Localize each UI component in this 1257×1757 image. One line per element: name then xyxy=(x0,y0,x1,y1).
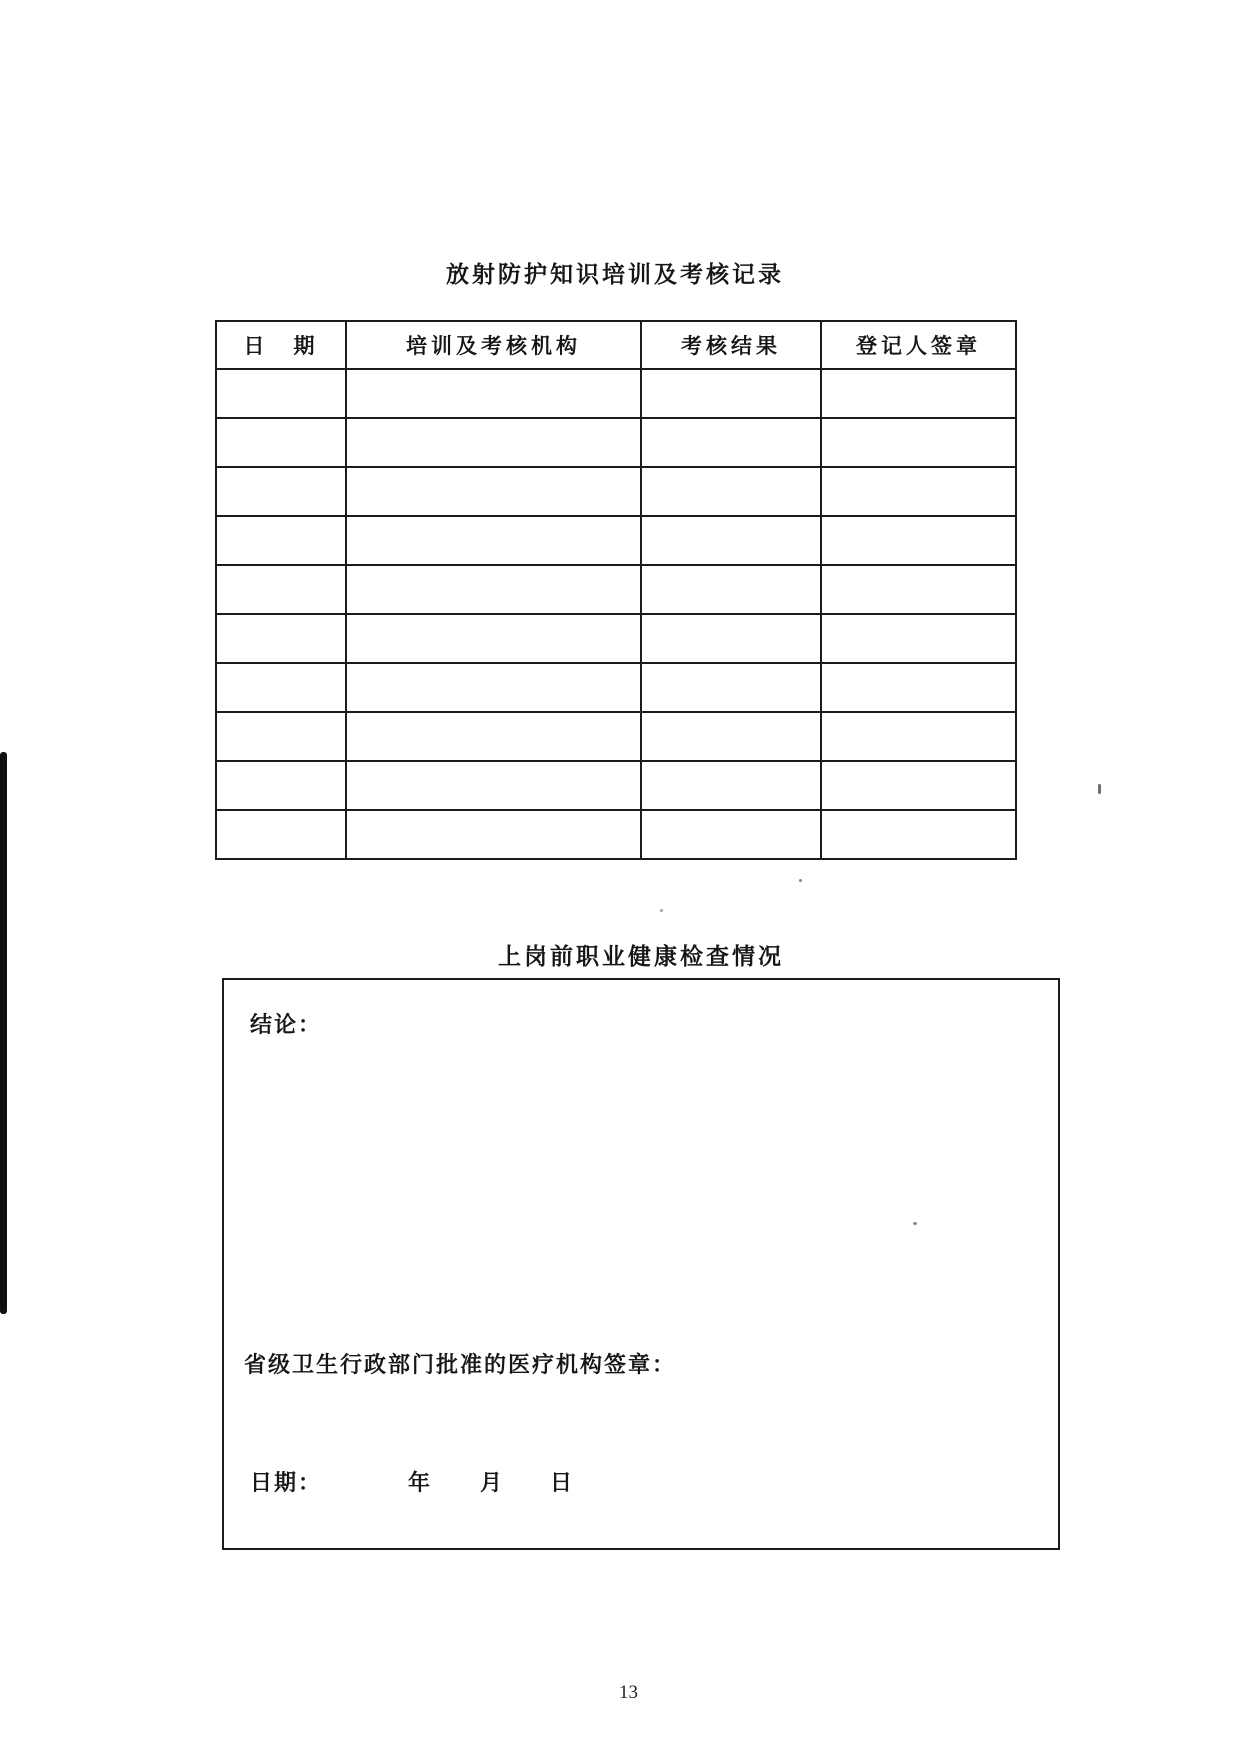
table-cell xyxy=(346,761,641,810)
table-row xyxy=(216,369,1016,418)
table-row xyxy=(216,761,1016,810)
table-cell xyxy=(216,614,346,663)
table-cell xyxy=(216,761,346,810)
table-cell xyxy=(346,516,641,565)
table-cell xyxy=(216,516,346,565)
table-header-row xyxy=(216,321,1016,369)
table-row xyxy=(216,467,1016,516)
table-cell xyxy=(821,712,1016,761)
table-cell xyxy=(346,418,641,467)
conclusion-label: 结论： xyxy=(250,1012,323,1037)
health-check-box xyxy=(222,978,1060,1550)
table-cell xyxy=(216,810,346,859)
col-header-assessment-result: 考核结果 xyxy=(641,321,821,369)
page-number: 13 xyxy=(619,1682,638,1703)
date-year-label: 年 xyxy=(408,1470,433,1495)
approval-seal-label: 省级卫生行政部门批准的医疗机构签章： xyxy=(244,1352,677,1377)
table-cell xyxy=(346,712,641,761)
table-cell xyxy=(821,565,1016,614)
table-cell xyxy=(641,516,821,565)
col-header-date: 日 期 xyxy=(216,321,346,369)
table-cell xyxy=(216,418,346,467)
table-cell xyxy=(821,663,1016,712)
table-cell xyxy=(821,369,1016,418)
table-cell xyxy=(821,810,1016,859)
table-cell xyxy=(346,614,641,663)
table-cell xyxy=(346,810,641,859)
table-cell xyxy=(641,663,821,712)
table-cell xyxy=(216,369,346,418)
table-cell xyxy=(216,712,346,761)
table-row xyxy=(216,810,1016,859)
date-month-label: 月 xyxy=(480,1470,505,1495)
table-cell xyxy=(346,369,641,418)
scan-speck xyxy=(660,909,663,912)
table-cell xyxy=(346,663,641,712)
table-row xyxy=(216,663,1016,712)
table-cell xyxy=(641,369,821,418)
col-header-registrar-seal: 登记人签章 xyxy=(821,321,1016,369)
date-line xyxy=(250,1466,574,1497)
table-cell xyxy=(641,418,821,467)
scan-artifact-left-streak xyxy=(0,752,7,1314)
scan-speck xyxy=(799,879,802,882)
table-cell xyxy=(641,467,821,516)
table-cell xyxy=(641,761,821,810)
table-cell xyxy=(641,712,821,761)
health-section-title: 上岗前职业健康检查情况 xyxy=(498,943,784,969)
table-cell xyxy=(821,614,1016,663)
date-day-label: 日 xyxy=(550,1470,575,1495)
table-cell xyxy=(346,467,641,516)
training-record-table xyxy=(215,320,1017,860)
table-cell xyxy=(216,663,346,712)
table-cell xyxy=(216,565,346,614)
table-row xyxy=(216,516,1016,565)
table-cell xyxy=(821,418,1016,467)
table-cell xyxy=(641,565,821,614)
scan-speck xyxy=(1098,784,1101,794)
table-row xyxy=(216,614,1016,663)
table-cell xyxy=(216,467,346,516)
table-cell xyxy=(641,614,821,663)
table-cell xyxy=(641,810,821,859)
scan-speck xyxy=(913,1222,917,1225)
table-cell xyxy=(821,516,1016,565)
col-header-training-org: 培训及考核机构 xyxy=(346,321,641,369)
table-row xyxy=(216,565,1016,614)
table-cell xyxy=(821,761,1016,810)
table-row xyxy=(216,418,1016,467)
table-cell xyxy=(346,565,641,614)
date-label: 日期： xyxy=(250,1470,323,1495)
training-section-title: 放射防护知识培训及考核记录 xyxy=(446,261,784,287)
table-row xyxy=(216,712,1016,761)
table-cell xyxy=(821,467,1016,516)
